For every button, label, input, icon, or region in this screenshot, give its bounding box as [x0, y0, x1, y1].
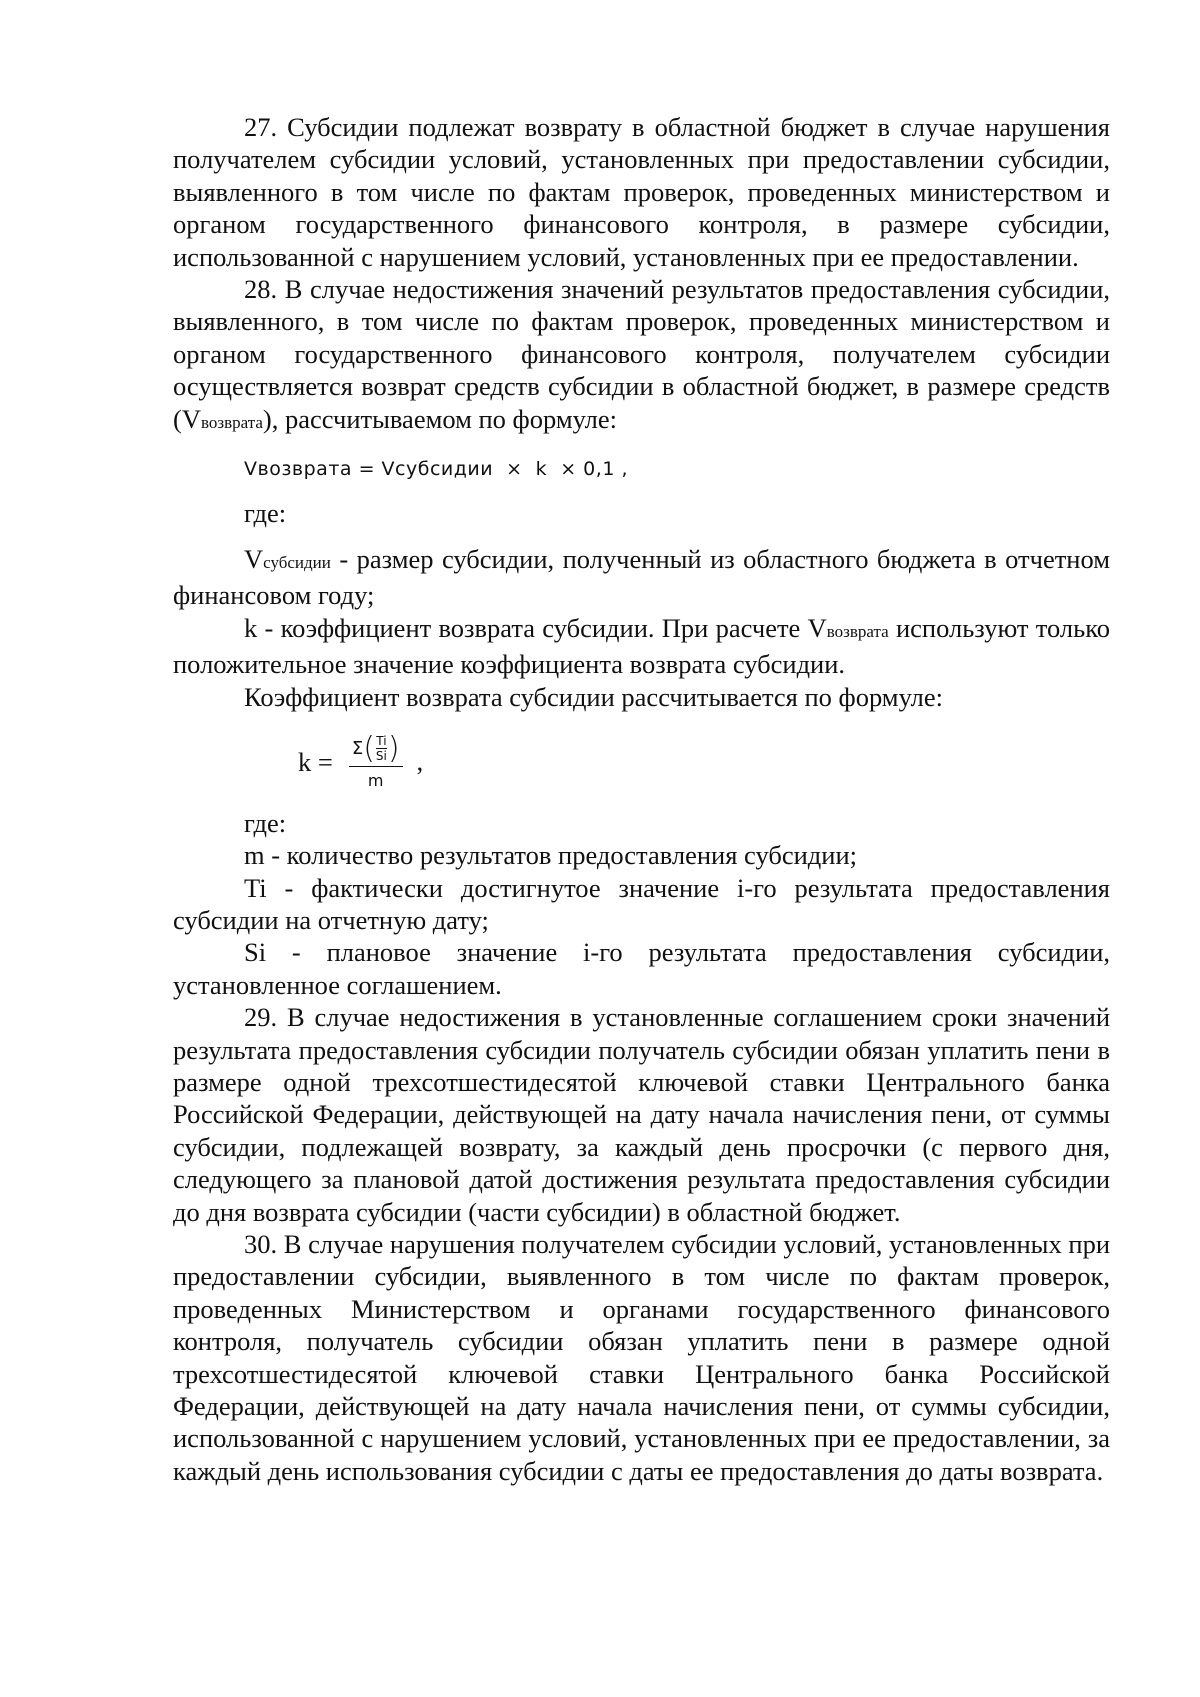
- paragraph-29: 29. В случае недостижения в установленные соглашением сроки значений результата предоставления субсидии получатель субсидии обязан уплатить пени в размере одной трехсотшестидесятой ключевой ставки Центрального банка Российской Федерации, действующей на дату начала начисления пени, от суммы субсидии, подлежащей возврату, за каждый день просрочки (с первого дня, следующего за плановой датой достижения результата предоставления субсидии до дня возврата субсидии (части субсидии) в областной бюджет.: [173, 1002, 1110, 1227]
- formula-trailing-comma: ,: [416, 747, 424, 777]
- v-subsidy-subscript: субсидии: [263, 553, 331, 573]
- coefficient-formula: [298, 729, 1110, 795]
- v-letter: V: [244, 544, 264, 575]
- paragraph-28-tail: ), рассчитываемом по формуле:: [262, 403, 618, 434]
- where-label-1: где:: [244, 498, 287, 529]
- k-definition: [173, 612, 1110, 681]
- formula-denominator: m: [367, 771, 384, 791]
- coefficient-intro: Коэффициент возврата субсидии рассчитывается по формуле:: [244, 681, 944, 712]
- sigma-symbol: Σ: [351, 738, 364, 760]
- paragraph-28: [173, 273, 1110, 439]
- formula-lhs: k =: [298, 746, 333, 777]
- k-text-end: используют только положительное значение коэффициента возврата субсидии.: [173, 612, 1110, 680]
- formula-numerator: [349, 730, 403, 766]
- left-paren: (: [363, 730, 375, 766]
- si-definition: Si - плановое значение i-го результата предоставления субсидии, установленное соглашением.: [173, 937, 1110, 1000]
- ti-symbol: Ti: [376, 734, 387, 749]
- ti-definition: Ti - фактически достигнутое значение i-го результата предоставления субсидии на отчетную дату;: [173, 872, 1110, 935]
- paragraph-27: 27. Субсидии подлежат возврату в областной бюджет в случае нарушения получателем субсидии условий, установленных при предоставлении субсидии, выявленного в том числе по фактам проверок, проведенных министерством и органом государственного финансового контроля, в размере субсидии, использованной с нарушением условий, установленных при ее предоставлении.: [173, 112, 1110, 272]
- paragraph-28-text: 28. В случае недостижения значений результатов предоставления субсидии, выявленного, в том числе по фактам проверок, проведенных министерством и органом государственного финансового контроля, получателем субсидии осуществляется возврат средств субсидии в областной бюджет, в размере средств (V: [173, 274, 1110, 434]
- where-label-2: где:: [244, 808, 287, 839]
- formula-fraction: [349, 730, 403, 791]
- k-text-start: k - коэффициент возврата субсидии. При расчете V: [244, 612, 827, 643]
- ti-over-si: [376, 735, 387, 762]
- si-symbol: Si: [375, 749, 387, 764]
- right-paren: ): [387, 730, 400, 766]
- return-amount-formula: Vвозврата = Vсубсидии × k × 0,1 ,: [244, 458, 628, 481]
- k-v-return-subscript: возврата: [826, 621, 889, 641]
- v-subsidy-definition: [173, 543, 1110, 612]
- paragraph-30: 30. В случае нарушения получателем субсидии условий, установленных при предоставлении субсидии, выявленного в том числе по фактам проверок, проведенных Министерством и органами государственного финансового контроля, получатель субсидии обязан уплатить пени в размере одной трехсотшестидесятой ключевой ставки Центрального банка Российской Федерации, действующей на дату начала начисления пени, от суммы субсидии, использованной с нарушением условий, установленных при ее предоставлении, за каждый день использования субсидии с даты ее предоставления до даты возврата.: [173, 1228, 1110, 1486]
- m-definition: m - количество результатов предоставления субсидии;: [244, 840, 857, 871]
- v-subsidy-text: - размер субсидии, полученный из областного бюджета в отчетном финансовом году;: [173, 544, 1110, 611]
- v-return-subscript: возврата: [200, 412, 263, 432]
